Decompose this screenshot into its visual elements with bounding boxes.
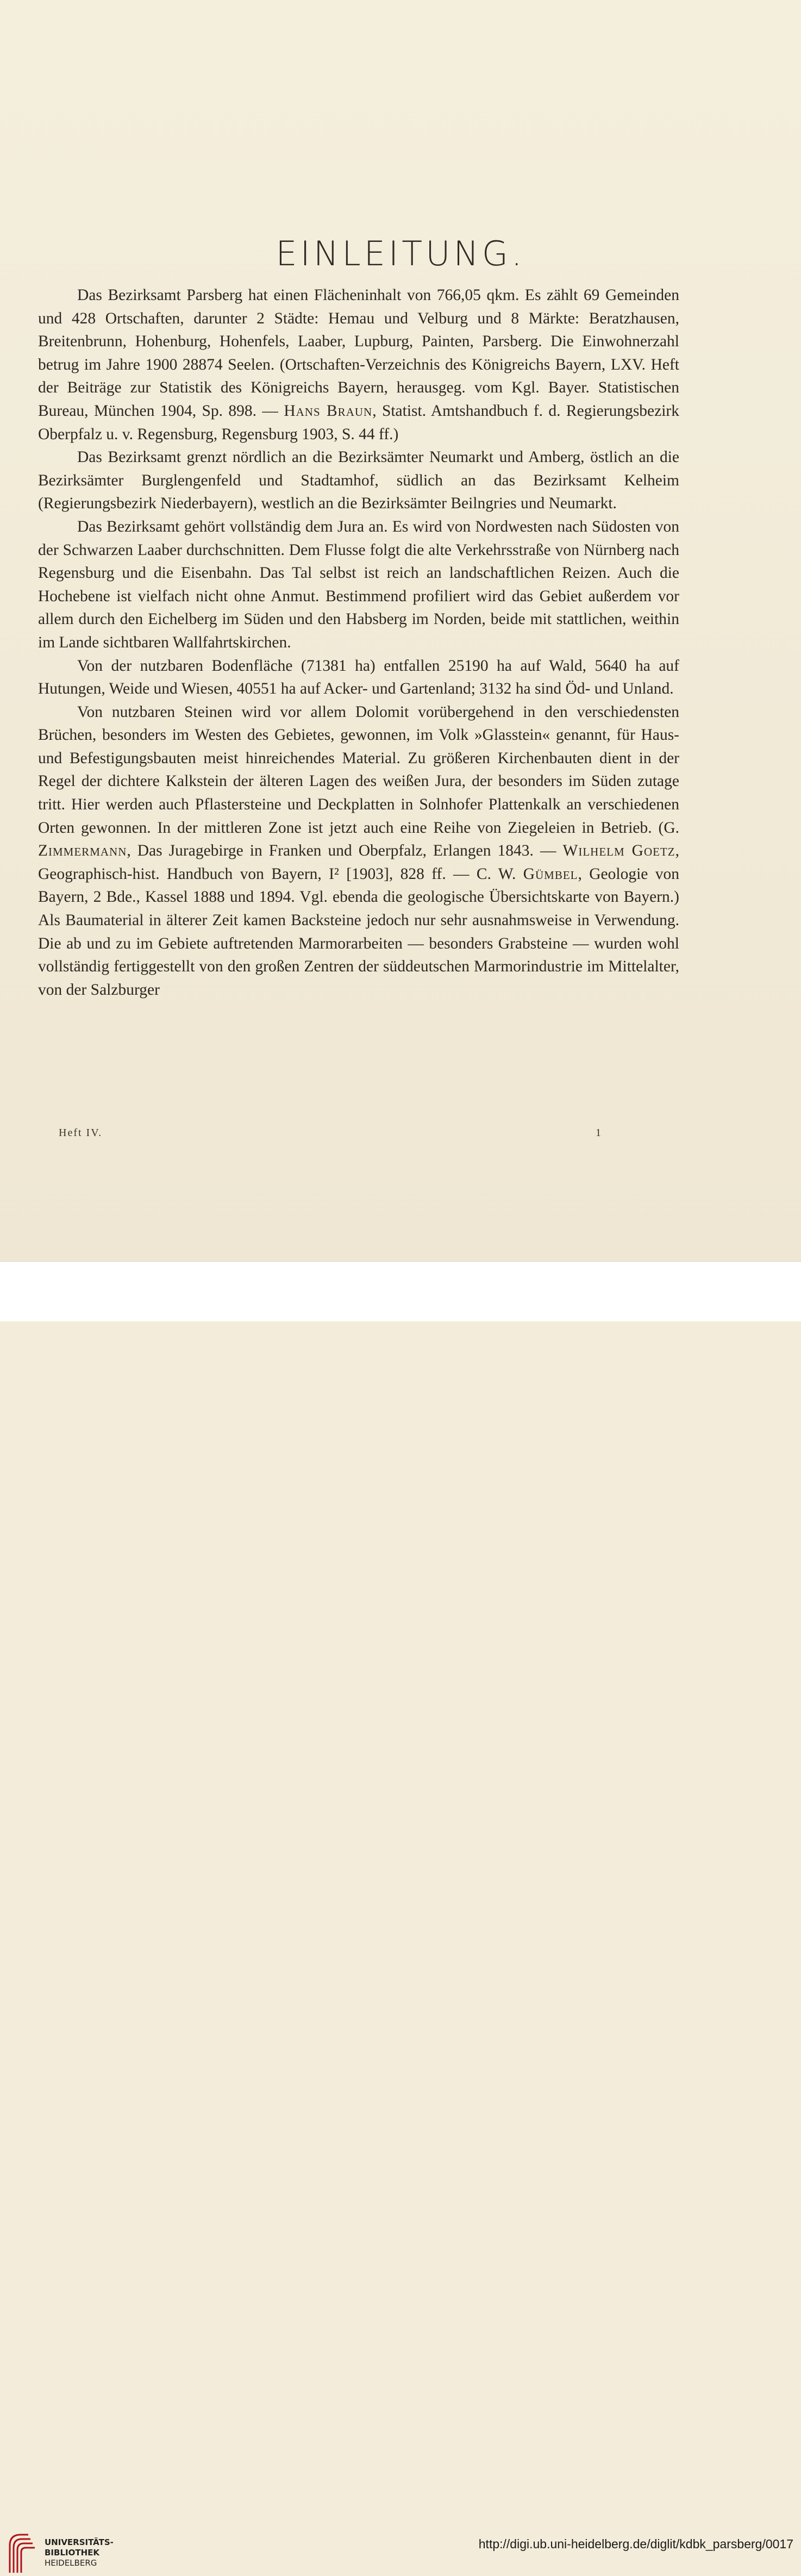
author-name: Zimmermann xyxy=(38,842,127,860)
signature-mark: Heft IV. xyxy=(59,1127,103,1139)
paragraph-text: , Das Juragebirge in Franken und Oberpfalz, Erlangen 1843. — xyxy=(127,842,563,860)
paragraph-text: Das Bezirksamt Parsberg hat einen Flächeninhalt von 766,05 qkm. Es zählt 69 Gemeinden und 428 Ortschaften, darunter 2 Städte: Hemau und Velburg und 8 Märkte: Beratzhausen, Breitenbrunn, Hohenburg, Hohenfels, Laaber, Lupburg, Painten, Parsberg. Die Einwohnerzahl betrug im Jahre 1900 28874 Seelen. (Ortschaften-Verzeichnis des Königreichs Bayern, LXV. Heft der Beiträge zur Statistik des Königreichs Bayern, herausgeg. vom Kgl. Bayer. Statistischen Bureau, München 1904, Sp. 898. — xyxy=(38,286,679,420)
paragraph-text: Das Bezirksamt gehört vollständig dem Jura an. Es wird von Nordwesten nach Südosten von der Schwarzen Laaber durchschnitten. Dem Flusse folgt die alte Verkehrsstraße von Nürnberg nach Regensburg und die Eisenbahn. Das Tal selbst ist reich an landschaftlichen Reizen. Auch die Hochebene ist vielfach nicht ohne Anmut. Bestimmend profiliert wird das Gebiet außerdem vor allem durch den Eichelberg im Süden und den Habsberg im Norden, beide mit stattlichen, weithin im Lande sichtbaren Wallfahrtskirchen. xyxy=(38,517,679,651)
author-name: Gümbel xyxy=(523,865,578,883)
institution-line: HEIDELBERG xyxy=(45,2558,97,2568)
paragraph xyxy=(38,515,679,654)
institution-name xyxy=(45,2537,114,2568)
paragraph xyxy=(38,446,679,515)
paragraph xyxy=(38,284,679,446)
document-page xyxy=(0,0,801,1261)
page-number: 1 xyxy=(596,1127,601,1139)
institution-line: BIBLIOTHEK xyxy=(45,2548,99,2558)
library-banner xyxy=(0,1261,801,2568)
page-title: EINLEITUNG. xyxy=(276,234,525,273)
institution-line: UNIVERSITÄTS- xyxy=(45,2537,114,2547)
paragraph-text: , Geographisch-hist. Handbuch von Bayern, I² [1903], 828 ff. — C. W. xyxy=(38,842,679,883)
author-name: Hans Braun xyxy=(284,402,373,420)
paragraph xyxy=(38,654,679,701)
paragraph-text: Das Bezirksamt grenzt nördlich an die Bezirksämter Neumarkt und Amberg, östlich an die Bezirksämter Burglengenfeld und Stadtamhof, südlich an das Bezirksamt Kelheim (Regierungsbezirk Niederbayern), westlich an die Bezirksämter Beilngries und Neumarkt. xyxy=(38,448,679,513)
paragraph-text: Von der nutzbaren Bodenfläche (71381 ha) entfallen 25190 ha auf Wald, 5640 ha auf Hutungen, Weide und Wiesen, 40551 ha auf Acker- und Gartenland; 3132 ha sind Öd- und Unland. xyxy=(38,657,679,698)
paragraph-text: , Statist. Amtshandbuch f. d. Regierungsbezirk Oberpfalz u. v. Regensburg, Regensburg 1903, S. 44 ff.) xyxy=(38,402,680,443)
author-name: Wilhelm Goetz xyxy=(562,842,675,860)
body-text xyxy=(38,284,679,1001)
source-url-link[interactable]: http://digi.ub.uni-heidelberg.de/diglit/kdbk_parsberg/0017 xyxy=(478,2537,793,2551)
paragraph xyxy=(38,701,679,1002)
paragraph-text: Von nutzbaren Steinen wird vor allem Dolomit vorübergehend in den verschiedensten Brüchen, besonders im Westen des Gebietes, gewonnen, im Volk »Glasstein« genannt, für Haus- und Befestigungsbauten meist hinreichendes Material. Zu größeren Kirchenbauten dient in der Regel der dichtere Kalkstein der älteren Lagen des weißen Jura, der besonders im Süden zutage tritt. Hier werden auch Pflastersteine und Deckplatten in Solnhofer Plattenkalk an verschiedenen Orten gewonnen. In der mittleren Zone ist jetzt auch eine Reihe von Ziegeleien in Betrieb. (G. xyxy=(38,703,679,837)
heidelberg-library-logo-icon xyxy=(7,2529,37,2576)
paragraph-text: , Geologie von Bayern, 2 Bde., Kassel 1888 und 1894. Vgl. ebenda die geologische Übersichtskarte von Bayern.) Als Baumaterial in älterer Zeit kamen Backsteine jedoch nur sehr ausnahmsweise in Verwendung. Die ab und zu im Gebiete auftretenden Marmorarbeiten — besonders Grabsteine — wurden wohl vollständig fertiggestellt von den großen Zentren der süddeutschen Marmorindustrie im Mittelalter, von der Salzburger xyxy=(38,865,679,999)
